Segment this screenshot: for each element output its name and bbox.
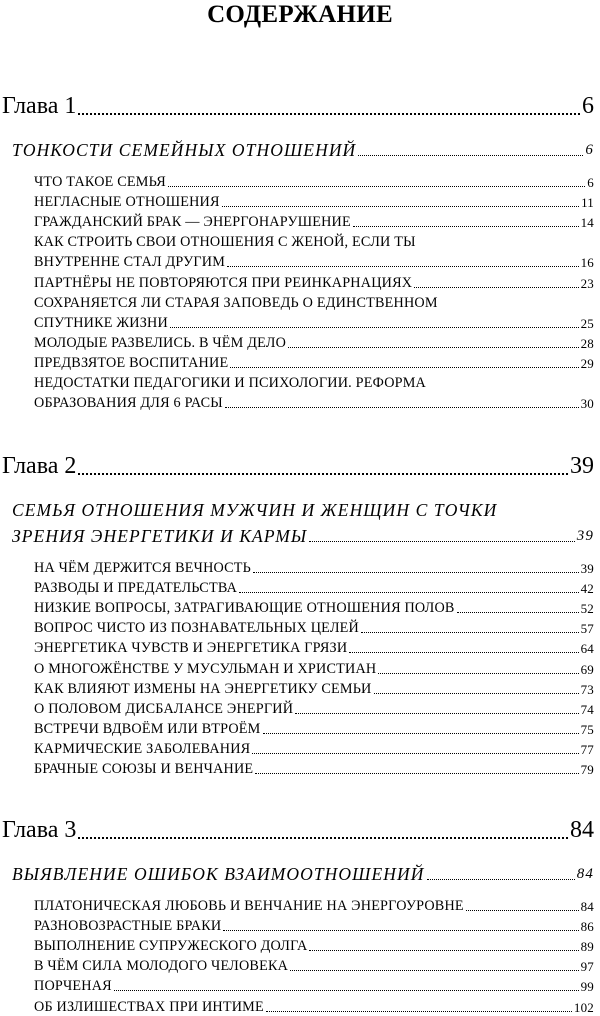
dot-leader [255,773,578,774]
chapter-heading-page-number: 39 [570,453,594,479]
dot-leader [358,155,583,156]
toc-entry[interactable] [34,355,594,372]
toc-entry-line: КАК СТРОИТЬ СВОИ ОТНОШЕНИЯ С ЖЕНОЙ, ЕСЛИ ТЫ [34,234,416,251]
toc-entry-label: ВНУТРЕННЕ СТАЛ ДРУГИМ [34,254,226,271]
toc-entry-line: НЕДОСТАТКИ ПЕДАГОГИКИ И ПСИХОЛОГИИ. РЕФОРМА [34,375,426,391]
dot-leader [78,837,568,839]
dot-leader [78,113,580,115]
toc-entry-page-number: 86 [580,919,594,935]
toc-entry[interactable] [34,721,594,738]
dot-leader [114,990,579,991]
toc-entry-label: О ПОЛОВОМ ДИСБАЛАНСЕ ЭНЕРГИЙ [34,700,294,717]
dot-leader [457,612,579,613]
toc-entry-page-number: 64 [580,641,594,657]
toc-entry-label: ПАРТНЁРЫ НЕ ПОВТОРЯЮТСЯ ПРИ РЕИНКАРНАЦИЯХ [34,274,413,291]
toc-entry-page-number: 42 [580,581,594,597]
toc-entry-page-number: 73 [580,681,594,697]
toc-entry-label: БРАЧНЫЕ СОЮЗЫ И ВЕНЧАНИЕ [34,761,254,777]
toc-entry[interactable] [34,620,594,637]
toc-entry-label: ВСТРЕЧИ ВДВОЁМ ИЛИ ВТРОЁМ [34,720,261,737]
toc-entry-label: СПУТНИКЕ ЖИЗНИ [34,314,168,331]
dot-leader [252,753,578,754]
toc-entry[interactable] [34,999,594,1016]
toc-entry[interactable] [34,395,594,412]
toc-entry-label: ПОРЧЕНАЯ [34,978,112,995]
toc-entry-page-number: 30 [580,396,594,412]
toc-entry[interactable] [34,761,594,778]
section-heading-page-number: 39 [576,528,594,544]
toc-entry-label: ПРЕДВЗЯТОЕ ВОСПИТАНИЕ [34,354,229,371]
toc-entry[interactable] [34,580,594,597]
toc-entry-page-number: 99 [580,979,594,995]
toc-entry[interactable] [34,194,594,211]
chapter-heading-label: Глава 3 [2,817,77,843]
dot-leader [353,226,579,227]
toc-entry-page-number: 69 [580,661,594,677]
chapter-heading-label: Глава 2 [2,453,77,479]
chapter-heading[interactable] [2,452,594,480]
toc-entry-page-number: 14 [580,215,594,231]
toc-entry-page-number: 52 [580,601,594,617]
toc-entry-label: ЭНЕРГЕТИКА ЧУВСТВ И ЭНЕРГЕТИКА ГРЯЗИ [34,640,348,657]
toc-entry-page-number: 28 [580,335,594,351]
dot-leader [290,970,579,971]
toc-entry-page-number: 74 [580,701,594,717]
toc-entry-label: ЧТО ТАКОЕ СЕМЬЯ [34,174,166,190]
section-heading-page-number: 6 [585,142,594,158]
dot-leader [263,733,579,734]
toc-entry-page-number: 6 [587,175,594,190]
dot-leader [253,572,579,573]
toc-entry[interactable] [34,741,594,758]
chapter-heading[interactable] [2,816,594,844]
dot-leader [361,632,579,633]
page-title: СОДЕРЖАНИЕ [207,1,393,28]
chapter-heading-page-number: 6 [582,93,594,119]
toc-entry-label: О МНОГОЖЁНСТВЕ У МУСУЛЬМАН И ХРИСТИАН [34,660,377,677]
dot-leader [230,367,578,368]
dot-leader [239,592,579,593]
toc-entry[interactable] [34,958,594,975]
dot-leader [78,473,568,475]
toc-entry-page-number: 89 [580,939,594,955]
toc-entry-page-number: 75 [580,721,594,737]
toc-entry-label: ВЫПОЛНЕНИЕ СУПРУЖЕСКОГО ДОЛГА [34,938,308,955]
chapter-heading-label: Глава 1 [2,93,77,119]
section-heading-label: ЗРЕНИЯ ЭНЕРГЕТИКИ И КАРМЫ [12,526,308,546]
toc-entry[interactable] [34,315,594,332]
dot-leader [170,327,579,328]
dot-leader [309,950,578,951]
toc-entry-page-number: 84 [580,899,594,914]
dot-leader [374,693,579,694]
toc-entry[interactable] [34,640,594,657]
toc-entry-label: ГРАЖДАНСКИЙ БРАК — ЭНЕРГОНАРУШЕНИЕ [34,214,351,231]
dot-leader [266,1011,572,1012]
dot-leader [349,652,578,653]
chapter-heading-page-number: 84 [570,817,594,843]
toc-entry-label: РАЗВОДЫ И ПРЕДАТЕЛЬСТВА [34,580,238,597]
toc-entry-label: ВОПРОС ЧИСТО ИЗ ПОЗНАВАТЕЛЬНЫХ ЦЕЛЕЙ [34,620,359,637]
toc-entry-page-number: 11 [581,195,594,211]
toc-entry-line: СОХРАНЯЕТСЯ ЛИ СТАРАЯ ЗАПОВЕДЬ О ЕДИНСТВЕННОМ [34,294,438,311]
toc-entry-page-number: 79 [580,762,594,777]
toc-entry[interactable] [34,214,594,231]
toc-entry[interactable] [34,275,594,292]
section-title-line: СЕМЬЯ ОТНОШЕНИЯ МУЖЧИН И ЖЕНЩИН С ТОЧКИ [12,500,498,520]
toc-entry-label: ОБ ИЗЛИШЕСТВАХ ПРИ ИНТИМЕ [34,998,264,1015]
toc-entry-page-number: 25 [580,315,594,331]
toc-entry-page-number: 97 [580,959,594,975]
dot-leader [466,910,579,911]
section-heading[interactable] [12,864,594,884]
toc-entry-page-number: 29 [580,355,594,371]
section-heading-page-number: 84 [576,866,594,882]
toc-entry[interactable] [34,335,594,352]
toc-entry[interactable] [34,701,594,718]
toc-entry[interactable] [34,978,594,995]
toc-entry-label: НИЗКИЕ ВОПРОСЫ, ЗАТРАГИВАЮЩИЕ ОТНОШЕНИЯ ПОЛОВ [34,600,455,617]
dot-leader [168,186,585,187]
section-heading[interactable] [12,526,594,546]
dot-leader [227,266,579,267]
toc-entry-label: В ЧЁМ СИЛА МОЛОДОГО ЧЕЛОВЕКА [34,958,289,975]
toc-entry[interactable] [34,918,594,935]
dot-leader [378,673,578,674]
chapter-heading[interactable] [2,92,594,120]
dot-leader [288,347,579,348]
toc-entry[interactable] [34,938,594,955]
toc-entry-label: НЕГЛАСНЫЕ ОТНОШЕНИЯ [34,194,220,211]
toc-entry[interactable] [34,254,594,271]
toc-entry-page-number: 23 [580,275,594,291]
dot-leader [309,541,575,542]
toc-entry-page-number: 77 [580,741,594,757]
section-heading-label: ТОНКОСТИ СЕМЕЙНЫХ ОТНОШЕНИЙ [12,140,357,160]
dot-leader [427,879,575,880]
dot-leader [223,930,578,931]
toc-entry[interactable] [34,560,594,577]
toc-entry[interactable] [34,898,594,915]
toc-entry[interactable] [34,681,594,698]
section-heading-label: ВЫЯВЛЕНИЕ ОШИБОК ВЗАИМООТНОШЕНИЙ [12,864,425,884]
toc-entry-page-number: 57 [580,621,594,637]
dot-leader [222,206,579,207]
toc-entry-label: КАРМИЧЕСКИЕ ЗАБОЛЕВАНИЯ [34,740,251,757]
dot-leader [295,713,578,714]
toc-entry-page-number: 102 [573,999,594,1015]
dot-leader [225,407,579,408]
section-heading[interactable] [12,140,594,160]
dot-leader [414,287,578,288]
toc-entry-label: КАК ВЛИЯЮТ ИЗМЕНЫ НА ЭНЕРГЕТИКУ СЕМЬИ [34,680,372,697]
toc-entry-label: МОЛОДЫЕ РАЗВЕЛИСЬ. В ЧЁМ ДЕЛО [34,334,287,351]
toc-entry-page-number: 16 [580,255,594,271]
toc-entry-label: РАЗНОВОЗРАСТНЫЕ БРАКИ [34,918,222,935]
toc-entry[interactable] [34,174,594,191]
toc-entry-page-number: 39 [580,561,594,576]
toc-entry[interactable] [34,661,594,678]
toc-entry[interactable] [34,600,594,617]
toc-entry-label: ОБРАЗОВАНИЯ ДЛЯ 6 РАСЫ [34,395,223,412]
toc-entry-label: ПЛАТОНИЧЕСКАЯ ЛЮБОВЬ И ВЕНЧАНИЕ НА ЭНЕРГОУРОВНЕ [34,898,464,914]
toc-entry-label: НА ЧЁМ ДЕРЖИТСЯ ВЕЧНОСТЬ [34,560,252,576]
